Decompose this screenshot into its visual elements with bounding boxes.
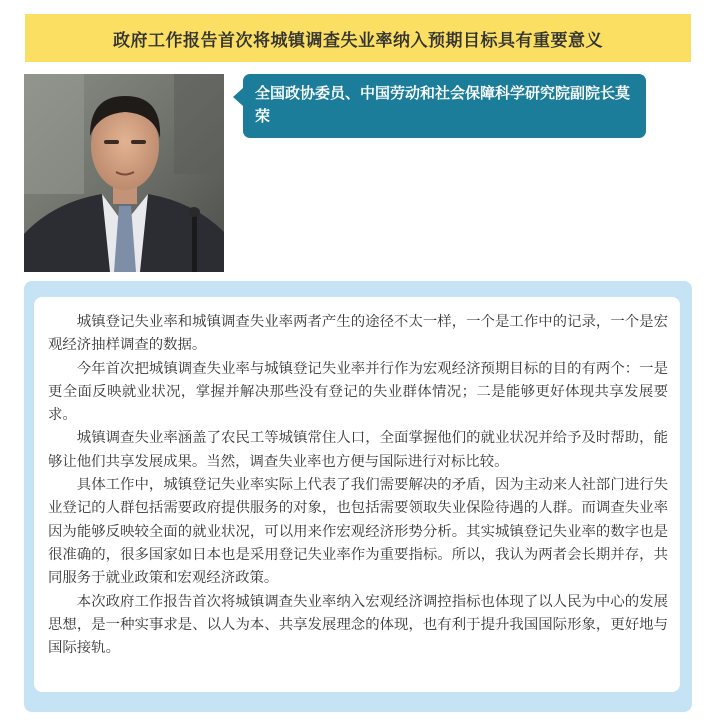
title-banner bbox=[25, 14, 691, 62]
page-title: 政府工作报告首次将城镇调查失业率纳入预期目标具有重要意义 bbox=[113, 30, 603, 51]
article-paragraph: 城镇调查失业率涵盖了农民工等城镇常住人口，全面掌握他们的就业状况并给予及时帮助，能够让他们共享发展成果。当然，调查失业率也方便与国际进行对标比较。 bbox=[48, 430, 668, 470]
article-paragraph: 具体工作中，城镇登记失业率实际上代表了我们需要解决的矛盾，因为主动来人社部门进行失业登记的人群包括需要政府提供服务的对象，也包括需要领取失业保险待遇的人群。而调查失业率因为能够反映较全面的就业状况，可以用来作宏观经济形势分析。其实城镇登记失业率的数字也是很准确的，很多国家如日本也是采用登记失业率作为重要指标。所以，我认为两者会长期并存，共同服务于就业政策和宏观经济政策。 bbox=[48, 477, 668, 587]
article-body bbox=[34, 297, 680, 692]
speaker-caption-bubble bbox=[243, 74, 646, 138]
speaker-caption: 全国政协委员、中国劳动和社会保障科学研究院副院长莫荣 bbox=[255, 84, 631, 125]
article-paragraph: 本次政府工作报告首次将城镇调查失业率纳入宏观经济调控指标也体现了以人民为中心的发展思想，是一种实事求是、以人为本、共享发展理念的体现，也有利于提升我国国际形象，更好地与国际接轨。 bbox=[48, 593, 668, 657]
article-paragraph: 今年首次把城镇调查失业率与城镇登记失业率并行作为宏观经济预期目标的目的有两个：一是更全面反映就业状况，掌握并解决那些没有登记的失业群体情况；二是能够更好体现共享发展要求。 bbox=[48, 360, 668, 424]
article-paragraph: 城镇登记失业率和城镇调查失业率两者产生的途径不太一样，一个是工作中的记录，一个是宏观经济抽样调查的数据。 bbox=[48, 314, 668, 354]
speaker-photo bbox=[24, 74, 224, 272]
